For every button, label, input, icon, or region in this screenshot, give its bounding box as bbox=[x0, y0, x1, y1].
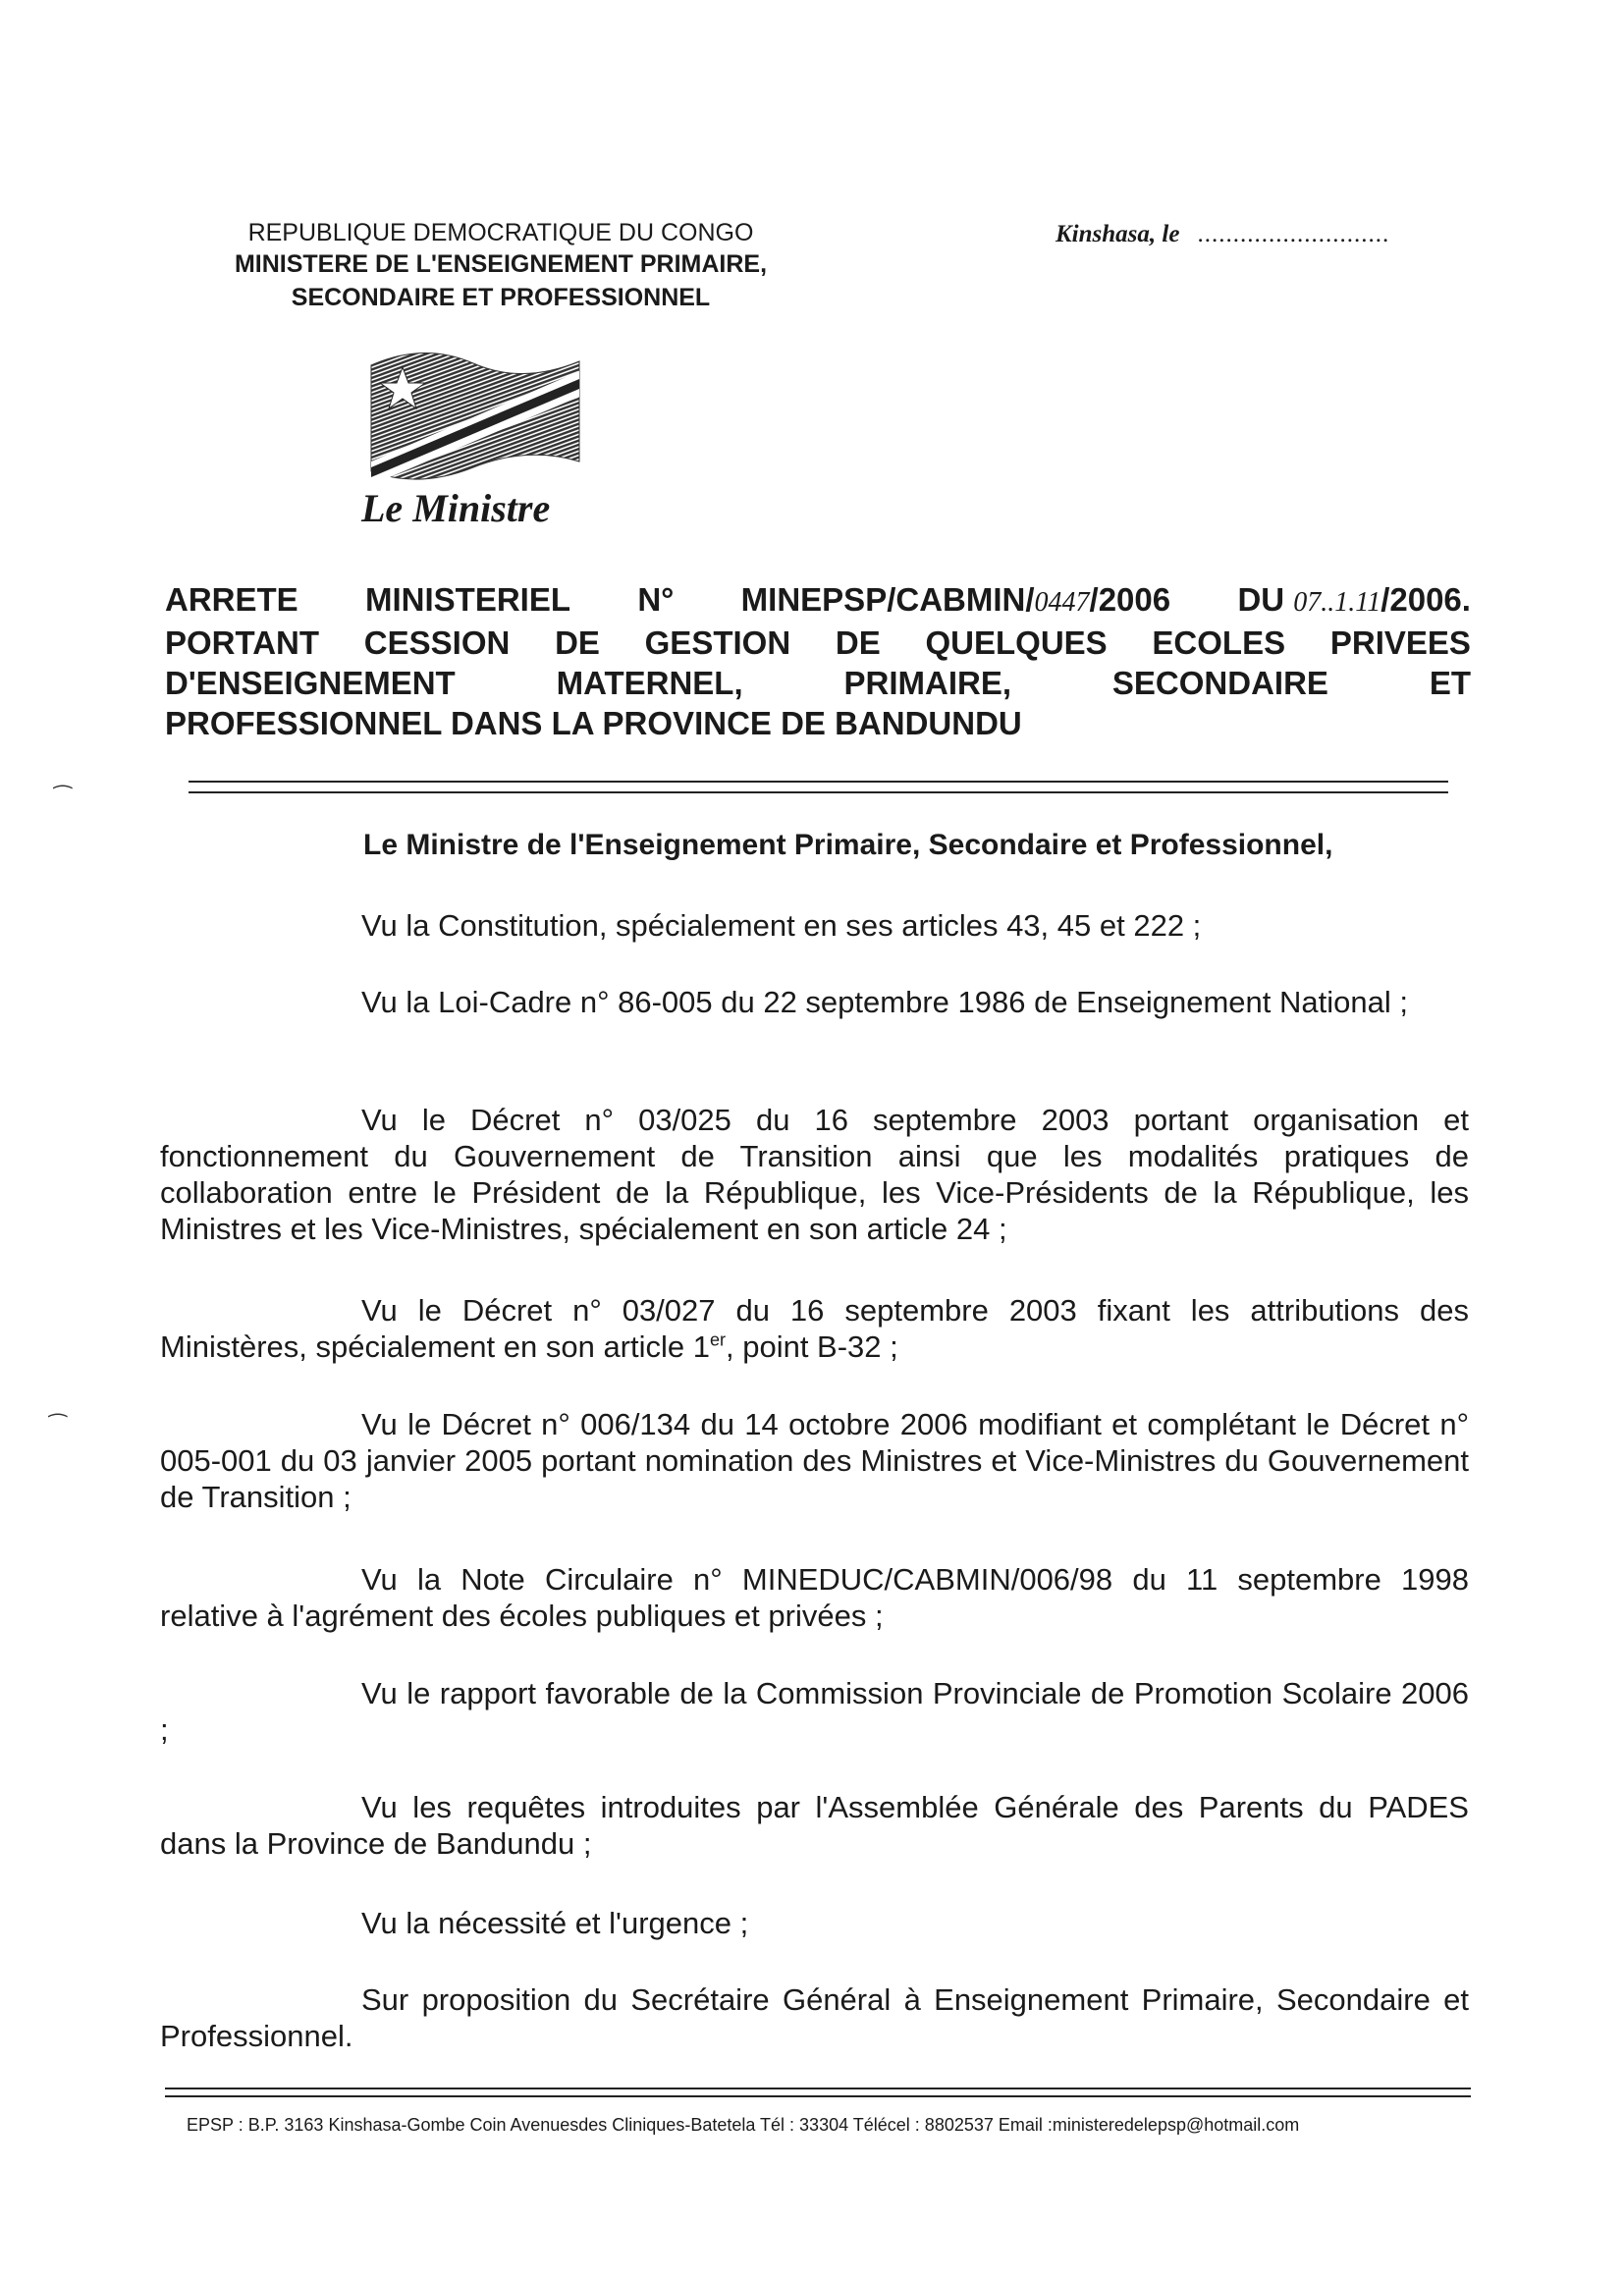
paragraph-decret-03-027: Vu le Décret n° 03/027 du 16 septembre 2003 fixant les attributions des Ministères, spécialement en son article 1er, point B-32 ; bbox=[160, 1293, 1469, 1364]
title-line-1 bbox=[165, 579, 1471, 623]
scan-mark: ⁀ bbox=[49, 1414, 67, 1438]
paragraph-note-circulaire: Vu la Note Circulaire n° MINEDUC/CABMIN/006/98 du 11 septembre 1998 relative à l'agrément des écoles publiques et privées ; bbox=[160, 1562, 1469, 1633]
title-line-2: PORTANT CESSION DE GESTION DE QUELQUES ECOLES PRIVEES bbox=[165, 624, 1471, 661]
decree-date: DU 07..1.11/2006. bbox=[1237, 581, 1471, 618]
minister-heading: Le Ministre de l'Enseignement Primaire, Secondaire et Professionnel, bbox=[363, 829, 1333, 861]
footer-rule bbox=[165, 2095, 1471, 2097]
date-blank: ........................... bbox=[1197, 221, 1390, 247]
divider-rule bbox=[189, 781, 1448, 783]
flag-emblem-icon bbox=[365, 346, 583, 493]
scan-mark: ⁀ bbox=[54, 786, 72, 810]
paragraph-decret-03-025: Vu le Décret n° 03/025 du 16 septembre 2003 portant organisation et fonctionnement du Gouvernement de Transition ainsi que les modalités pratiques de collaboration entre le Président de la République, les Vice-Présidents de la République, les Ministres et les Vice-Ministres, spécialement en son article 24 ; bbox=[160, 1103, 1469, 1246]
paragraph-proposition: Sur proposition du Secrétaire Général à Enseignement Primaire, Secondaire et Professionnel. bbox=[160, 1982, 1469, 2053]
divider-rule bbox=[189, 791, 1448, 793]
title-word: ARRETE bbox=[165, 581, 298, 618]
paragraph-decret-006-134: Vu le Décret n° 006/134 du 14 octobre 2006 modifiant et complétant le Décret n° 005-001 du 03 janvier 2005 portant nomination des Ministres et Vice-Ministres du Gouvernement de Transition ; bbox=[160, 1407, 1469, 1514]
signatory-title: Le Ministre bbox=[361, 486, 551, 530]
ministry-name-line1: MINISTERE DE L'ENSEIGNEMENT PRIMAIRE, bbox=[234, 250, 768, 278]
decree-title bbox=[165, 579, 1471, 743]
title-word: MINISTERIEL bbox=[365, 581, 571, 618]
title-line-4: PROFESSIONNEL DANS LA PROVINCE DE BANDUNDU bbox=[165, 705, 1022, 741]
footer-address: EPSP : B.P. 3163 Kinshasa-Gombe Coin Avenuesdes Cliniques-Batetela Tél : 33304 Télécel : 8802537 Email :ministeredelepsp@hotmail.com bbox=[187, 2115, 1300, 2135]
handwritten-date: 07..1.11 bbox=[1293, 587, 1381, 618]
footer-rule bbox=[165, 2088, 1471, 2089]
country-name: REPUBLIQUE DEMOCRATIQUE DU CONGO bbox=[247, 219, 754, 246]
place-label: Kinshasa, le bbox=[1056, 221, 1180, 247]
place-date bbox=[1056, 221, 1389, 248]
paragraph-requetes: Vu les requêtes introduites par l'Assemblée Générale des Parents du PADES dans la Province de Bandundu ; bbox=[160, 1790, 1469, 1861]
ministry-name-line2: SECONDAIRE ET PROFESSIONNEL bbox=[291, 284, 711, 311]
paragraph-loi-cadre: Vu la Loi-Cadre n° 86-005 du 22 septembre 1986 de Enseignement National ; bbox=[361, 985, 1408, 1019]
paragraph-rapport: Vu le rapport favorable de la Commission Provinciale de Promotion Scolaire 2006 ; bbox=[160, 1676, 1469, 1747]
title-line-3: D'ENSEIGNEMENT MATERNEL, PRIMAIRE, SECONDAIRE ET bbox=[165, 665, 1471, 701]
paragraph-necessite: Vu la nécessité et l'urgence ; bbox=[361, 1906, 749, 1940]
paragraph-constitution: Vu la Constitution, spécialement en ses articles 43, 45 et 222 ; bbox=[361, 908, 1202, 943]
title-word: N° bbox=[637, 581, 675, 618]
decree-number: MINEPSP/CABMIN/0447/2006 bbox=[740, 581, 1171, 618]
handwritten-number: 0447 bbox=[1034, 587, 1090, 618]
